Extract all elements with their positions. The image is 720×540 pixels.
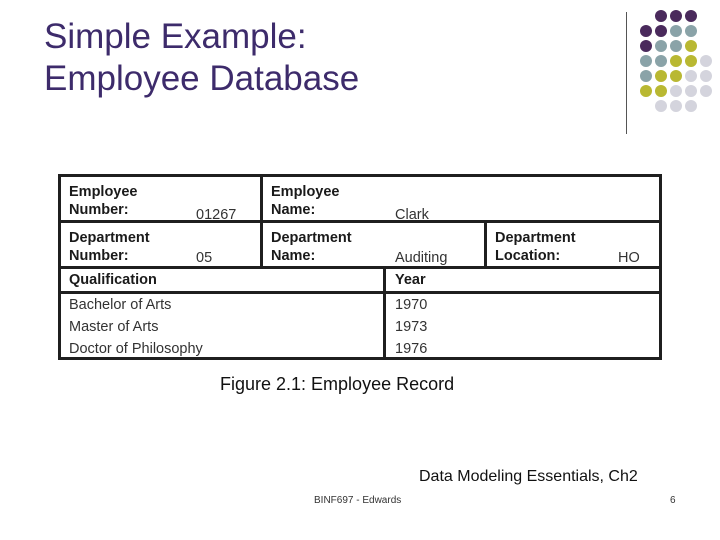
decorative-dot [640, 85, 652, 97]
year-list-cell [386, 294, 659, 357]
year-header: Year [395, 272, 426, 288]
decorative-dot [655, 70, 667, 82]
decorative-dot [685, 85, 697, 97]
qualification-header-cell [61, 269, 383, 291]
source-citation: Data Modeling Essentials, Ch2 [419, 468, 638, 485]
decorative-dot [640, 25, 652, 37]
decorative-dot [670, 25, 682, 37]
decorative-dot [685, 40, 697, 52]
department-name-cell [263, 223, 484, 266]
year-row-3: 1976 [395, 341, 428, 357]
qualification-header: Qualification [69, 272, 157, 288]
decorative-dot [640, 70, 652, 82]
year-header-cell [386, 269, 659, 291]
decorative-dot [685, 100, 697, 112]
qualification-row-1: Bachelor of Arts [69, 297, 172, 313]
employee-record-figure [58, 174, 662, 360]
decorative-dot [685, 10, 697, 22]
figure-caption: Figure 2.1: Employee Record [220, 374, 455, 394]
slide-title [44, 16, 604, 100]
employee-number-cell [61, 177, 260, 223]
department-number-label: Department Number: [69, 230, 150, 264]
decorative-dot [670, 70, 682, 82]
decorative-dot [670, 100, 682, 112]
qualification-row-3: Doctor of Philosophy [69, 341, 203, 357]
decorative-dot [700, 70, 712, 82]
decorative-dot [700, 85, 712, 97]
decorative-dot [655, 55, 667, 67]
decorative-dot [655, 25, 667, 37]
department-location-label: Department Location: [495, 230, 576, 264]
decorative-dot [640, 55, 652, 67]
year-row-2: 1973 [395, 319, 428, 335]
decorative-dot [685, 55, 697, 67]
decorative-dot [670, 10, 682, 22]
department-name-value: Auditing [395, 250, 448, 266]
qualification-list-cell [61, 294, 383, 357]
slide-title-line-2: Employee Database [44, 59, 360, 98]
department-number-value: 05 [196, 250, 213, 266]
decorative-dot [670, 55, 682, 67]
footer-course-label: BINF697 - Edwards [314, 495, 402, 506]
year-row-1: 1970 [395, 297, 428, 313]
decorative-dot [685, 25, 697, 37]
employee-number-label: Employee Number: [69, 184, 138, 218]
decorative-dot [655, 40, 667, 52]
decorative-dot [655, 85, 667, 97]
department-location-value: HO [618, 250, 640, 266]
employee-name-cell [263, 177, 659, 223]
decorative-divider [626, 12, 627, 134]
decorative-dot [670, 40, 682, 52]
decorative-dot [655, 10, 667, 22]
slide-title-line-1: Simple Example: [44, 17, 307, 56]
decorative-dot [685, 70, 697, 82]
decorative-dot [700, 55, 712, 67]
decorative-dot [670, 85, 682, 97]
department-location-cell [487, 223, 659, 266]
decorative-dot-grid [640, 10, 716, 118]
decorative-dot [655, 100, 667, 112]
qualification-row-2: Master of Arts [69, 319, 159, 335]
department-number-cell [61, 223, 260, 266]
employee-number-value: 01267 [196, 207, 237, 223]
employee-name-value: Clark [395, 207, 429, 223]
page-number: 6 [670, 495, 676, 506]
decorative-dot [640, 40, 652, 52]
employee-name-label: Employee Name: [271, 184, 340, 218]
department-name-label: Department Name: [271, 230, 352, 264]
